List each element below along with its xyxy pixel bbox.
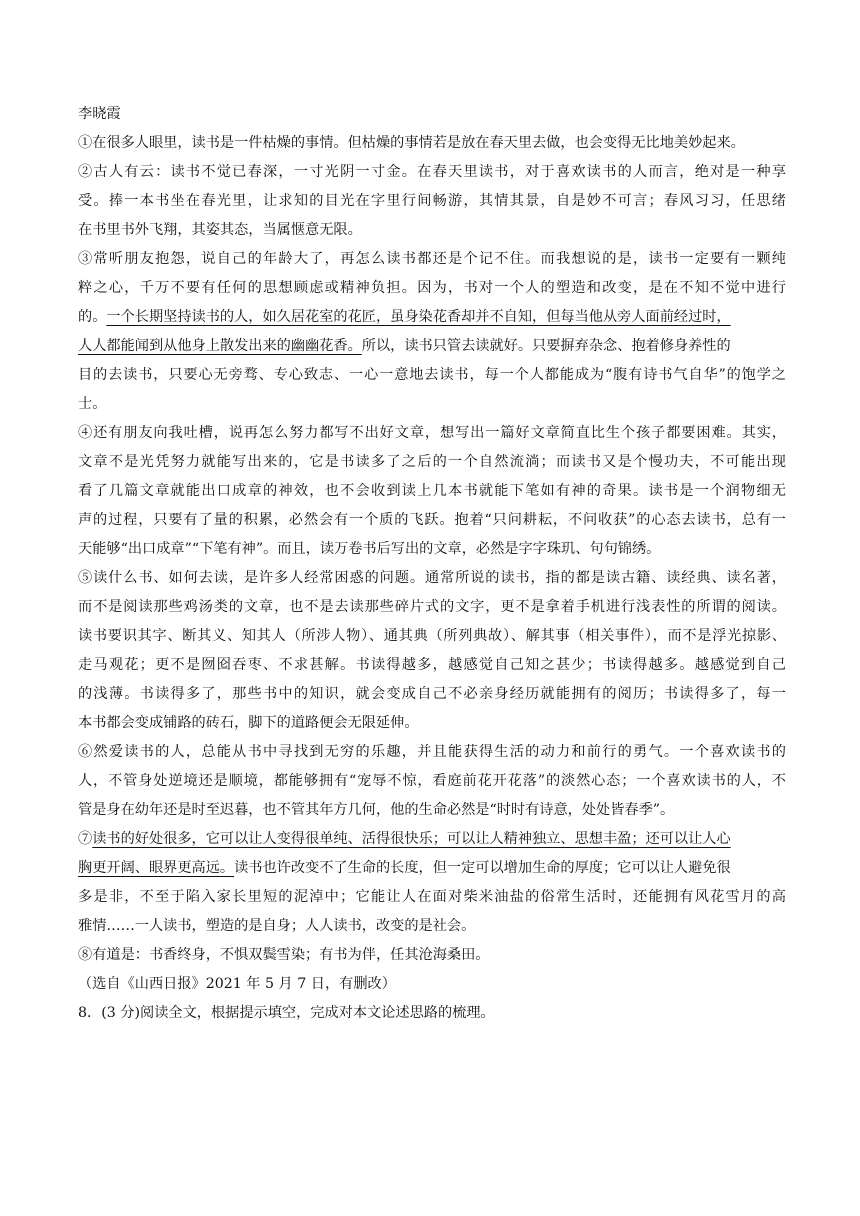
paragraph-8-line-1: ⑧有道是：书香终身，不惧双鬓雪染；有书为伴，任其沧海桑田。 bbox=[78, 947, 490, 963]
paragraph-1-line-1: ①在很多人眼里，读书是一件枯燥的事情。但枯燥的事情若是放在春天里去做，也会变得无比地美妙起来。 bbox=[78, 135, 745, 151]
paragraph-7-number: ⑦ bbox=[78, 831, 93, 847]
question-8: 8．(3 分)阅读全文，根据提示填空，完成对本文论述思路的梳理。 bbox=[78, 1005, 495, 1021]
paragraph-4-line-3: 看了几篇文章就能出口成章的神效，也不会收到读上几本书就能下笔如有神的奇果。读书是一个润物细无 bbox=[78, 483, 786, 499]
author-name: 李晓霞 bbox=[78, 106, 121, 122]
underlined-sentence-flower-end: 人人都能闻到从他身上散发出来的幽幽花香。 bbox=[78, 338, 362, 354]
underlined-sentence-benefits: 读书的好处很多，它可以让人变得很单纯、活得很快乐；可以让人精神独立、思想丰盈；还可以让人心 bbox=[92, 831, 731, 847]
paragraph-3-line-3-start: 的。 bbox=[78, 309, 107, 325]
underlined-sentence-flower: 一个长期坚持读书的人，如久居花室的花匠，虽身染花香却并不自知，但每当他从旁人面前经过时， bbox=[106, 309, 731, 325]
paragraph-2-line-1: ②古人有云：读书不觉已春深，一寸光阴一寸金。在春天里读书，对于喜欢读书的人而言，绝对是一种享 bbox=[78, 164, 786, 180]
paragraph-4-line-1: ④还有朋友向我吐槽，说再怎么努力都写不出好文章，想写出一篇好文章简直比生个孩子都要困难。其实， bbox=[78, 425, 786, 441]
paragraph-5-line-2: 而不是阅读那些鸡汤类的文章，也不是去读那些碎片式的文字，更不是拿着手机进行浅表性的所谓的阅读。 bbox=[78, 599, 786, 615]
underlined-sentence-benefits-end: 胸更开阔、眼界更高远。 bbox=[78, 860, 235, 876]
paragraph-3-line-2: 粹之心，千万不要有任何的思想顾虑或精神负担。因为，书对一个人的塑造和改变，是在不知不觉中进行 bbox=[78, 280, 786, 296]
article bbox=[78, 100, 786, 1028]
paragraph-6-line-3: 管是身在幼年还是时至迟暮，也不管其年方几何，他的生命必然是“时时有诗意，处处皆春季”。 bbox=[78, 802, 675, 818]
paragraph-5-line-3: 读书要识其字、断其义、知其人（所涉人物）、通其典（所列典故）、解其事（相关事件），而不是浮光掠影、 bbox=[78, 628, 786, 644]
paragraph-6-line-2: 人，不管身处逆境还是顺境，都能够拥有“宠辱不惊，看庭前花开花落”的淡然心态；一个喜欢读书的人，不 bbox=[78, 773, 786, 789]
paragraph-7-line-2 bbox=[78, 854, 786, 883]
paragraph-4-line-2: 文章不是光凭努力就能写出来的，它是书读多了之后的一个自然流淌；而读书又是个慢功夫，不可能出现 bbox=[78, 454, 786, 470]
paragraph-3-line-4 bbox=[78, 332, 786, 361]
paragraph-5-line-6: 本书都会变成铺路的砖石，脚下的道路便会无限延伸。 bbox=[78, 715, 419, 731]
paragraph-6-line-1: ⑥然爱读书的人，总能从书中寻找到无穷的乐趣，并且能获得生活的动力和前行的勇气。一个喜欢读书的 bbox=[78, 744, 786, 760]
paragraph-4-line-4: 声的过程，只要有了量的积累，必然会有一个质的飞跃。抱着“只问耕耘，不问收获”的心态去读书，总有一 bbox=[78, 512, 786, 528]
paragraph-3-line-5: 目的去读书，只要心无旁骛、专心致志、一心一意地去读书，每一个人都能成为“腹有诗书气自华”的饱学之 bbox=[78, 367, 786, 383]
paragraph-2-line-2: 受。捧一本书坐在春光里，让求知的目光在字里行间畅游，其情其景，自是妙不可言；春风习习，任思绪 bbox=[78, 193, 786, 209]
paragraph-5-line-4: 走马观花；更不是囫囵吞枣、不求甚解。书读得越多，越感觉自己知之甚少；书读得越多。越感觉到自己 bbox=[78, 657, 786, 673]
paragraph-4-line-5: 天能够“出口成章”“下笔有神”。而且，读万卷书后写出的文章，必然是字字珠玑、句句锦绣。 bbox=[78, 541, 661, 557]
paragraph-3-line-6: 士。 bbox=[78, 396, 107, 412]
paragraph-7-line-1 bbox=[78, 825, 786, 854]
paragraph-7-line-3: 多是非，不至于陷入家长里短的泥淖中；它能让人在面对柴米油盐的俗常生活时，还能拥有风花雪月的高 bbox=[78, 889, 786, 905]
paragraph-3-line-4-rest: 所以，读书只管去读就好。只要摒弃杂念、抱着修身养性的 bbox=[361, 338, 731, 354]
paragraph-7-line-4: 雅情……一人读书，塑造的是自身；人人读书，改变的是社会。 bbox=[78, 918, 476, 934]
paragraph-5-line-5: 的浅薄。书读得多了，那些书中的知识，就会变成自己不必亲身经历就能拥有的阅历；书读得多了，每一 bbox=[78, 686, 786, 702]
paragraph-2-line-3: 在书里书外飞翔，其姿其态，当属惬意无限。 bbox=[78, 222, 362, 238]
paragraph-3-line-3 bbox=[78, 303, 786, 332]
paragraph-3-line-1: ③常听朋友抱怨，说自己的年龄大了，再怎么读书都还是个记不住。而我想说的是，读书一定要有一颗纯 bbox=[78, 251, 786, 267]
paragraph-7-line-2-rest: 读书也许改变不了生命的长度，但一定可以增加生命的厚度；它可以让人避免很 bbox=[234, 860, 731, 876]
paragraph-5-line-1: ⑤读什么书、如何去读，是许多人经常困惑的问题。通常所说的读书，指的都是读古籍、读经典、读名著， bbox=[78, 570, 786, 586]
source-citation: （选自《山西日报》2021 年 5 月 7 日，有删改） bbox=[78, 976, 396, 992]
